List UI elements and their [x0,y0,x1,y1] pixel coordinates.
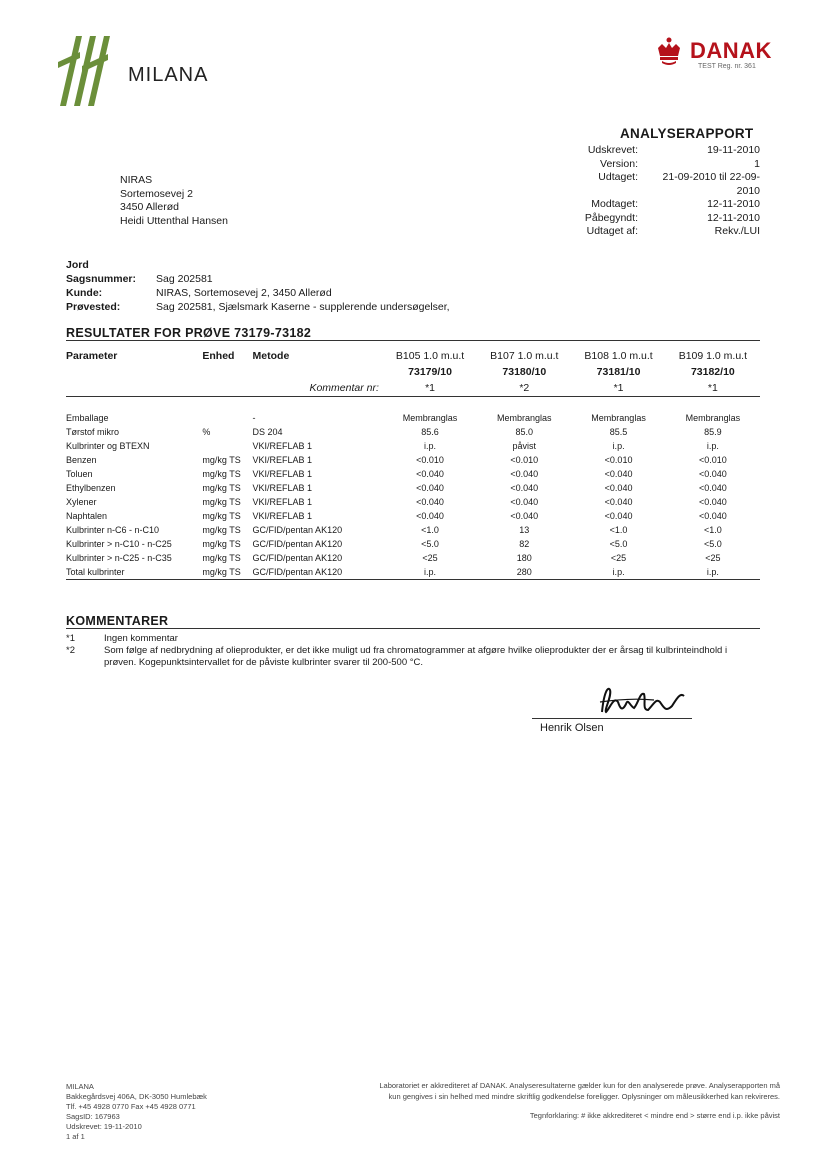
footer-line: 1 af 1 [66,1132,85,1141]
comment-label: Kommentar nr: [309,382,379,394]
address-line: Sortemosevej 2 [120,187,193,200]
footer-line: Laboratoriet er akkrediteret af DANAK. Analyseresultaterne gælder kun for den analyserede prøve. Analyserapporten må [379,1081,780,1090]
danak-registration: TEST Reg. nr. 361 [698,63,756,70]
comments-title: KOMMENTARER [66,614,169,628]
sample-name: B105 1.0 m.u.t [395,350,465,362]
comments-divider [66,628,760,629]
sample-id: 73179/10 [408,366,452,378]
comment-item: *2 Som følge af nedbrydning af olieprodukter, er det ikke muligt ud fra chromatogrammer at afgøre hvilke olieprodukter der er årsag til kulbrinteindhold i prøven. Kogepunktsintervallet for de påviste kulbrinter svarer til 200-500 °C. [66,645,728,669]
signature-line [532,718,692,719]
sample-comment: *1 [707,382,718,394]
address-line: 3450 Allerød [120,201,179,213]
report-info [560,144,760,239]
table-header-row [66,380,760,397]
sample-id: 73181/10 [596,366,641,378]
sample-name: B108 1.0 m.u.t [584,350,653,362]
footer-line: MILANA [66,1082,94,1091]
footer-line: kun gengives i sin helhed med mindre skriftlig godkendelse foreligger. Oplysninger om måleusikkerhed kan rekvireres. [388,1092,780,1101]
job-row: Prøvested: Sag 202581, Sjælsmark Kaserne - supplerende undersøgelser, [66,301,450,313]
sample-comment: *1 [613,382,624,394]
table-row: Naphtalen mg/kg TS VKI/REFLAB 1 <0.040 <0.040 <0.040 <0.040 [66,511,727,521]
report-info-row: Version: 1 [600,157,760,170]
crown-icon [654,36,684,66]
header-unit: Enhed [202,350,235,362]
address-line: NIRAS [120,174,153,186]
table-row: Kulbrinter > n-C25 - n-C35 mg/kg TS GC/FID/pentan AK120 <25 180 <25 <25 [66,553,721,563]
footer-right [300,1080,780,1121]
company-name: MILANA [128,64,209,86]
job-row: Kunde: NIRAS, Sortemosevej 2, 3450 Allerød [66,287,332,299]
sample-id: 73180/10 [502,366,547,378]
table-row: Total kulbrinter mg/kg TS GC/FID/pentan AK120 i.p. 280 i.p. i.p. [66,565,760,580]
header-method: Metode [252,350,290,362]
table-row: Benzen mg/kg TS VKI/REFLAB 1 <0.010 <0.010 <0.010 <0.010 [66,455,727,465]
table-row: Ethylbenzen mg/kg TS VKI/REFLAB 1 <0.040 <0.040 <0.040 <0.040 [66,483,727,493]
sample-id: 73182/10 [690,366,735,378]
danak-logo [654,36,779,76]
table-row: Kulbrinter n-C6 - n-C10 mg/kg TS GC/FID/pentan AK120 <1.0 13 <1.0 <1.0 [66,525,722,535]
report-info-row: Modtaget: 12-11-2010 [591,198,760,210]
sample-name: B107 1.0 m.u.t [490,350,559,362]
job-row: Sagsnummer: Sag 202581 [66,273,213,285]
sample-comment: *2 [519,382,530,394]
comment-item: *1 Ingen kommentar [66,633,178,645]
signatory-name: Henrik Olsen [540,722,604,734]
sample-comment: *1 [425,382,435,394]
milana-logo-mark [58,36,128,106]
table-row: Kulbrinter > n-C10 - n-C25 mg/kg TS GC/FID/pentan AK120 <5.0 82 <5.0 <5.0 [66,539,722,549]
footer-line: SagsID: 167963 [66,1112,120,1121]
header-parameter: Parameter [66,350,118,362]
report-info-row: Udtaget af: Rekv./LUI [586,225,760,237]
customer-address [120,174,228,228]
sample-type: Jord [66,259,89,271]
results-title: RESULTATER FOR PRØVE 73179-73182 [66,326,312,340]
table-row: Kulbrinter og BTEXN VKI/REFLAB 1 i.p. påvist i.p. i.p. [66,441,719,451]
footer-line: Tlf. +45 4928 0770 Fax +45 4928 0771 [66,1102,196,1111]
report-info-row: Udtaget: 21-09-2010 til 22-09-2010 [598,171,760,197]
signature-image [594,682,694,722]
table-row: Tørstof mikro % DS 204 85.6 85.0 85.5 85.9 [66,427,722,437]
danak-text: DANAK [690,38,772,63]
results-section-header [66,326,760,341]
footer-line: Udskrevet: 19-11-2010 [66,1122,142,1131]
sample-name: B109 1.0 m.u.t [678,350,747,362]
footer-left [66,1082,207,1142]
comments-section [66,614,760,669]
address-line: Heidi Uttenthal Hansen [120,214,228,227]
job-info [66,258,450,314]
table-row: Emballage - Membranglas Membranglas Membranglas Membranglas [66,413,741,423]
table-header-row [66,348,760,364]
footer-line: Tegnforklaring: # ikke akkrediteret < mindre end > større end i.p. ikke påvist [529,1111,780,1120]
results-divider [66,340,760,341]
table-header-row [66,364,760,380]
report-info-row: Påbegyndt: 12-11-2010 [584,211,760,224]
report-title: ANALYSERAPPORT [620,126,754,141]
table-row: Xylener mg/kg TS VKI/REFLAB 1 <0.040 <0.040 <0.040 <0.040 [66,497,727,507]
report-info-row: Udskrevet: 19-11-2010 [587,144,760,156]
table-row: Toluen mg/kg TS VKI/REFLAB 1 <0.040 <0.040 <0.040 <0.040 [66,469,727,479]
table-spacer [66,397,760,412]
footer-line: Bakkegårdsvej 406A, DK-3050 Humlebæk [66,1092,207,1101]
results-table [66,348,760,580]
